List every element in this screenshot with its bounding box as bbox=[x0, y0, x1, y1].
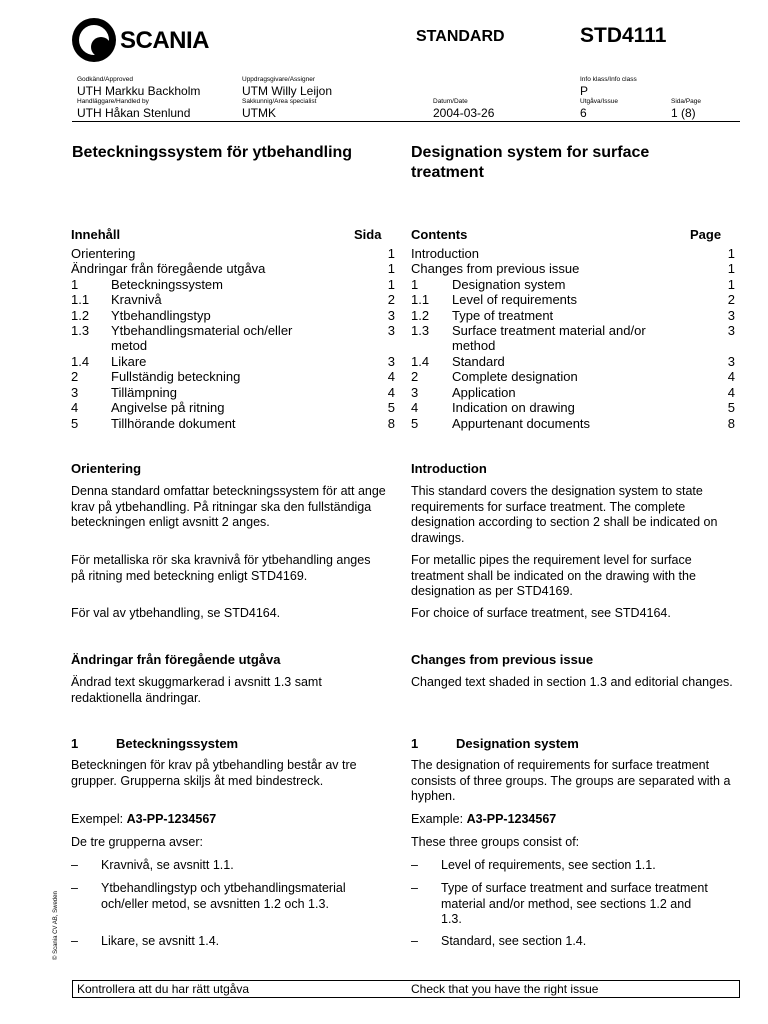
left-title: Beteckningssystem för ytbehandling bbox=[72, 144, 353, 161]
right-groups-intro: These three groups consist of: bbox=[411, 835, 580, 849]
toc-row bbox=[411, 354, 735, 369]
right-sec1-p: The designation of requirements for surface treatment consists of three groups. The groups are separated with a hyphen. bbox=[411, 758, 731, 803]
left-sec1-num: 1 bbox=[71, 736, 79, 751]
left-example bbox=[71, 812, 216, 828]
toc-number: 5 bbox=[411, 415, 419, 431]
left-changes-p: Ändrad text skuggmarkerad i avsnitt 1.3 samt redaktionella ändringar. bbox=[71, 675, 322, 705]
toc-row bbox=[71, 416, 395, 431]
bullet-text: Likare, se avsnitt 1.4. bbox=[101, 934, 220, 948]
toc-text: Fullständig beteckning bbox=[111, 369, 241, 385]
toc-number: 1.4 bbox=[71, 354, 90, 369]
toc-page: 4 bbox=[727, 384, 735, 400]
toc-page: 5 bbox=[727, 400, 735, 416]
toc-text: Changes from previous issue bbox=[411, 261, 580, 277]
right-toc-heading: Contents bbox=[411, 227, 468, 242]
right-intro-p2: For metallic pipes the requirement level for surface treatment shall be indicated on the drawing with the designation as per STD4169. bbox=[411, 553, 696, 598]
toc-text: Level of requirements bbox=[452, 292, 578, 308]
toc-page: 5 bbox=[387, 400, 395, 416]
toc-number: 4 bbox=[71, 400, 79, 416]
specialist-label: Sakkunnig/Area specialist bbox=[242, 98, 317, 105]
toc-row bbox=[411, 261, 735, 276]
toc-page: 1 bbox=[387, 246, 395, 261]
right-bullet bbox=[411, 858, 736, 874]
toc-page: 3 bbox=[727, 307, 735, 323]
handled-value: UTH Håkan Stenlund bbox=[77, 106, 191, 120]
toc-text: Standard bbox=[452, 354, 505, 369]
toc-text: Introduction bbox=[411, 246, 479, 261]
toc-row bbox=[71, 369, 395, 384]
toc-page: 8 bbox=[727, 415, 735, 431]
example-code: A3-PP-1234567 bbox=[126, 812, 217, 826]
doc-number: STD4111 bbox=[580, 24, 667, 47]
scania-logo bbox=[72, 18, 242, 62]
toc-text: Designation system bbox=[452, 276, 566, 292]
issue-label: Utgåva/Issue bbox=[580, 98, 618, 105]
doc-type: STANDARD bbox=[416, 28, 505, 45]
right-changes-heading: Changes from previous issue bbox=[411, 652, 594, 667]
toc-page: 1 bbox=[387, 261, 395, 277]
page-label: Sida/Page bbox=[671, 98, 701, 105]
toc-row bbox=[71, 400, 395, 415]
toc-page: 3 bbox=[727, 354, 735, 369]
toc-number: 1.2 bbox=[411, 307, 430, 323]
toc-text: Appurtenant documents bbox=[452, 415, 591, 431]
right-example bbox=[411, 812, 556, 828]
right-bullet bbox=[411, 934, 736, 950]
toc-number: 2 bbox=[411, 369, 419, 385]
date-label: Datum/Date bbox=[433, 98, 468, 105]
toc-text: Orientering bbox=[71, 246, 136, 261]
page-value: 1 (8) bbox=[671, 106, 696, 120]
toc-page: 1 bbox=[727, 246, 735, 261]
left-intro-p1: Denna standard omfattar beteckningssystem för att ange krav på ytbehandling. På ritningar ska den fullständiga beteckningen enligt avsnitt 2 anges. bbox=[71, 484, 386, 529]
left-toc-heading: Innehåll bbox=[71, 227, 121, 242]
toc-text: Tillhörande dokument bbox=[111, 415, 236, 431]
footer-right: Check that you have the right issue bbox=[411, 982, 599, 996]
toc-row bbox=[71, 277, 395, 292]
toc-number: 3 bbox=[71, 384, 79, 400]
assigner-label: Uppdragsgivare/Assigner bbox=[242, 76, 315, 83]
toc-page: 3 bbox=[387, 354, 395, 369]
toc-page: 1 bbox=[727, 276, 735, 292]
toc-row bbox=[411, 323, 735, 353]
toc-page: 3 bbox=[387, 323, 395, 338]
toc-number: 1 bbox=[411, 276, 419, 292]
toc-page: 2 bbox=[387, 292, 395, 308]
header-divider bbox=[72, 121, 740, 122]
toc-row bbox=[411, 385, 735, 400]
toc-page: 3 bbox=[727, 323, 735, 338]
dash: – bbox=[411, 934, 418, 948]
left-sec1-p: Beteckningen för krav på ytbehandling består av tre grupper. Grupperna skiljs åt med bindestreck. bbox=[71, 758, 357, 788]
specialist-value: UTMK bbox=[242, 106, 276, 120]
dash: – bbox=[71, 934, 78, 948]
toc-row bbox=[411, 369, 735, 384]
toc-number: 1.3 bbox=[71, 323, 90, 338]
bullet-text: Level of requirements, see section 1.1. bbox=[441, 858, 656, 872]
approved-label: Godkänd/Approved bbox=[77, 76, 134, 83]
left-groups-intro: De tre grupperna avser: bbox=[71, 835, 204, 849]
left-intro-heading: Orientering bbox=[71, 461, 142, 476]
dash: – bbox=[71, 881, 78, 895]
assigner-value: UTM Willy Leijon bbox=[242, 84, 333, 98]
toc-page: 1 bbox=[387, 276, 395, 292]
toc-text: Application bbox=[452, 384, 516, 400]
bullet-text: Kravnivå, se avsnitt 1.1. bbox=[101, 858, 234, 872]
bullet-text: Type of surface treatment and surface treatment material and/or method, see sections 1.2 and 1.3. bbox=[441, 881, 708, 926]
toc-text: Likare bbox=[111, 354, 147, 369]
left-sec1-heading: Beteckningssystem bbox=[116, 736, 239, 751]
toc-row bbox=[411, 246, 735, 261]
toc-number: 3 bbox=[411, 384, 419, 400]
toc-row bbox=[71, 354, 395, 369]
left-bullet bbox=[71, 881, 391, 913]
toc-page: 8 bbox=[387, 415, 395, 431]
info-class-value: P bbox=[580, 84, 589, 98]
toc-text: Ändringar från föregående utgåva bbox=[71, 261, 266, 277]
right-bullet bbox=[411, 881, 736, 929]
example-label: Example: bbox=[411, 812, 467, 826]
right-toc-page-heading: Page bbox=[690, 227, 722, 242]
bullet-text: Ytbehandlingstyp och ytbehandlingsmaterial och/eller metod, se avsnitten 1.2 och 1.3. bbox=[101, 881, 346, 911]
date-value: 2004-03-26 bbox=[433, 106, 495, 120]
toc-page: 4 bbox=[387, 384, 395, 400]
toc-row bbox=[411, 400, 735, 415]
dash: – bbox=[71, 858, 78, 872]
toc-number: 1.1 bbox=[411, 292, 430, 308]
toc-row bbox=[411, 277, 735, 292]
issue-value: 6 bbox=[580, 106, 587, 120]
right-intro-p1: This standard covers the designation system to state requirements for surface treatment. The complete designation according to section 2 shall be indicated on drawings. bbox=[411, 484, 718, 545]
left-toc-page-heading: Sida bbox=[354, 227, 382, 242]
handled-label: Handläggare/Handled by bbox=[77, 98, 149, 105]
toc-text: Indication on drawing bbox=[452, 400, 575, 416]
right-intro-heading: Introduction bbox=[411, 461, 487, 476]
toc-row bbox=[411, 416, 735, 431]
copyright: © Scania CV AB, Sweden bbox=[53, 891, 59, 960]
right-sec1-num: 1 bbox=[411, 736, 419, 751]
toc-page: 3 bbox=[387, 307, 395, 323]
toc-row bbox=[71, 323, 395, 353]
toc-text: Angivelse på ritning bbox=[111, 400, 225, 416]
right-intro-p3: For choice of surface treatment, see STD4164. bbox=[411, 606, 671, 620]
toc-page: 4 bbox=[387, 369, 395, 385]
left-changes-heading: Ändringar från föregående utgåva bbox=[71, 652, 281, 667]
toc-row bbox=[71, 246, 395, 261]
toc-row bbox=[71, 308, 395, 323]
toc-number: 5 bbox=[71, 415, 79, 431]
left-intro-p3: För val av ytbehandling, se STD4164. bbox=[71, 606, 281, 620]
left-bullet bbox=[71, 858, 391, 874]
bullet-text: Standard, see section 1.4. bbox=[441, 934, 587, 948]
toc-number: 1 bbox=[71, 276, 79, 292]
dash: – bbox=[411, 881, 418, 895]
toc-number: 1.4 bbox=[411, 354, 430, 369]
toc-text: Ytbehandlingstyp bbox=[111, 307, 211, 323]
toc-text: Surface treatment material and/or method bbox=[452, 323, 646, 353]
toc-row bbox=[411, 292, 735, 307]
toc-text: Type of treatment bbox=[452, 307, 554, 323]
toc-page: 2 bbox=[727, 292, 735, 308]
toc-number: 1.1 bbox=[71, 292, 90, 308]
toc-row bbox=[71, 261, 395, 276]
toc-text: Complete designation bbox=[452, 369, 578, 385]
left-intro-p2: För metalliska rör ska kravnivå för ytbehandling anges på ritning med beteckning enligt STD4169. bbox=[71, 553, 371, 583]
toc-text: Beteckningssystem bbox=[111, 276, 223, 292]
toc-text: Ytbehandlingsmaterial och/eller metod bbox=[111, 323, 293, 353]
right-sec1-heading: Designation system bbox=[456, 736, 579, 751]
right-changes-p: Changed text shaded in section 1.3 and editorial changes. bbox=[411, 675, 733, 689]
example-code: A3-PP-1234567 bbox=[466, 812, 557, 826]
example-label: Exempel: bbox=[71, 812, 127, 826]
info-class-label: Info klass/Info class bbox=[580, 76, 637, 83]
toc-row bbox=[411, 308, 735, 323]
toc-page: 1 bbox=[727, 261, 735, 277]
right-title: Designation system for surface treatment bbox=[411, 144, 650, 181]
toc-text: Kravnivå bbox=[111, 292, 162, 308]
brand-name: SCANIA bbox=[120, 27, 210, 54]
toc-text: Tillämpning bbox=[111, 384, 177, 400]
toc-row bbox=[71, 385, 395, 400]
left-bullet bbox=[71, 934, 391, 950]
toc-number: 4 bbox=[411, 400, 419, 416]
approved-value: UTH Markku Backholm bbox=[77, 84, 201, 98]
dash: – bbox=[411, 858, 418, 872]
toc-number: 2 bbox=[71, 369, 79, 385]
footer-left: Kontrollera att du har rätt utgåva bbox=[77, 982, 250, 996]
griffin-emblem-icon bbox=[72, 18, 116, 62]
toc-row bbox=[71, 292, 395, 307]
toc-page: 4 bbox=[727, 369, 735, 385]
toc-number: 1.3 bbox=[411, 323, 430, 338]
toc-number: 1.2 bbox=[71, 307, 90, 323]
